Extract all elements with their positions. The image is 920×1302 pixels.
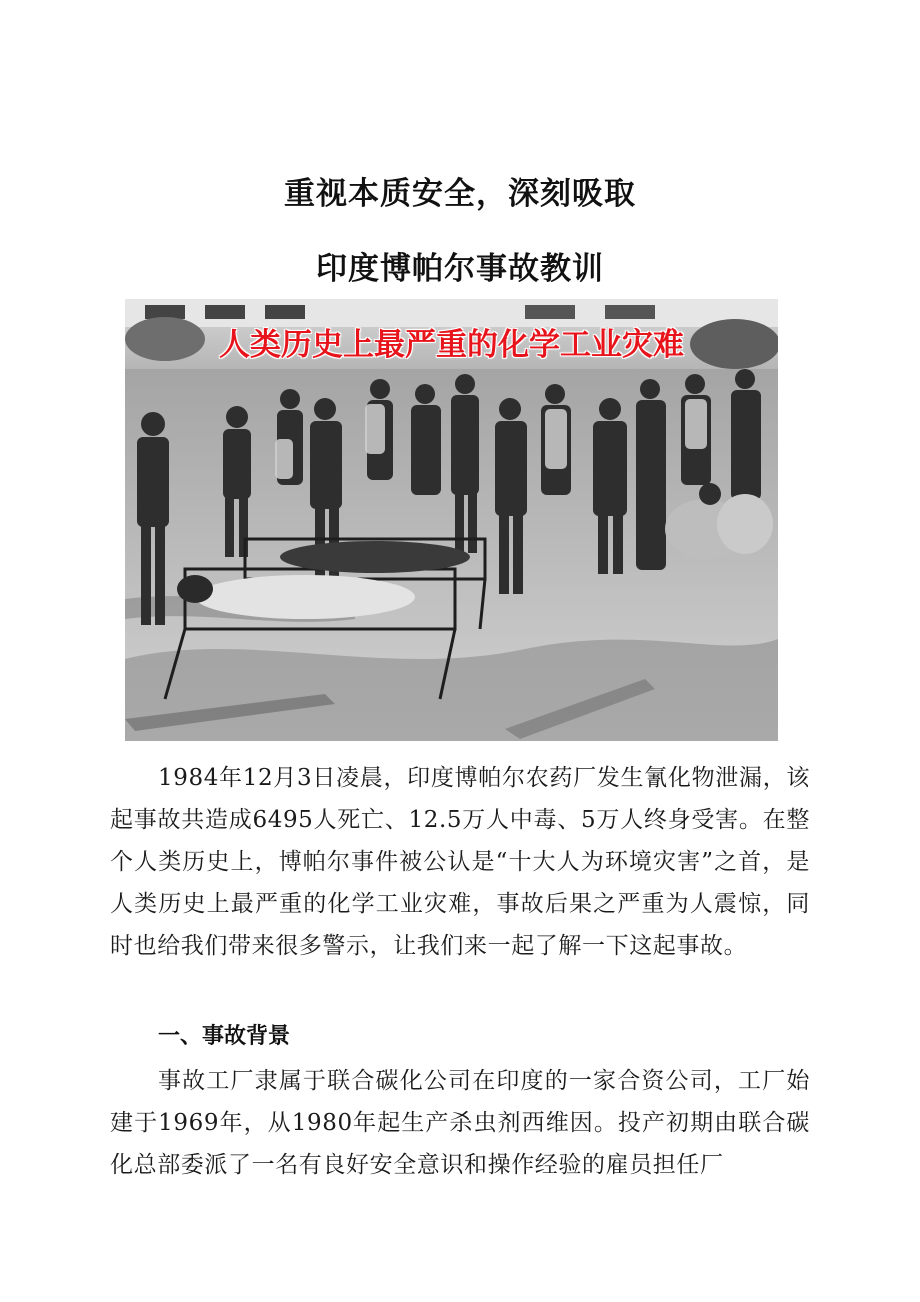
photo-caption-overlay: 人类历史上最严重的化学工业灾难 [219,327,684,363]
photo-scene-illustration [125,299,778,741]
document-title-line-1: 重视本质安全，深刻吸取 [284,176,636,212]
news-photo [125,299,778,741]
section-1-heading: 一、事故背景 [158,1024,291,1049]
document-title-line-2: 印度博帕尔事故教训 [316,251,604,287]
section-1-paragraph: 事故工厂隶属于联合碳化公司在印度的一家合资公司，工厂始建于1969年，从1980年起生产杀虫剂西维因。投产初期由联合碳化总部委派了一名有良好安全意识和操作经验的雇员担任厂 [110,1068,810,1178]
intro-paragraph: 1984年12月3日凌晨，印度博帕尔农药厂发生氰化物泄漏，该起事故共造成6495人死亡、12.5万人中毒、5万人终身受害。在整个人类历史上，博帕尔事件被公认是“十大人为环境灾害”之首，是人类历史上最严重的化学工业灾难，事故后果之严重为人震惊，同时也给我们带来很多警示，让我们来一起了解一下这起事故。 [110,765,810,959]
